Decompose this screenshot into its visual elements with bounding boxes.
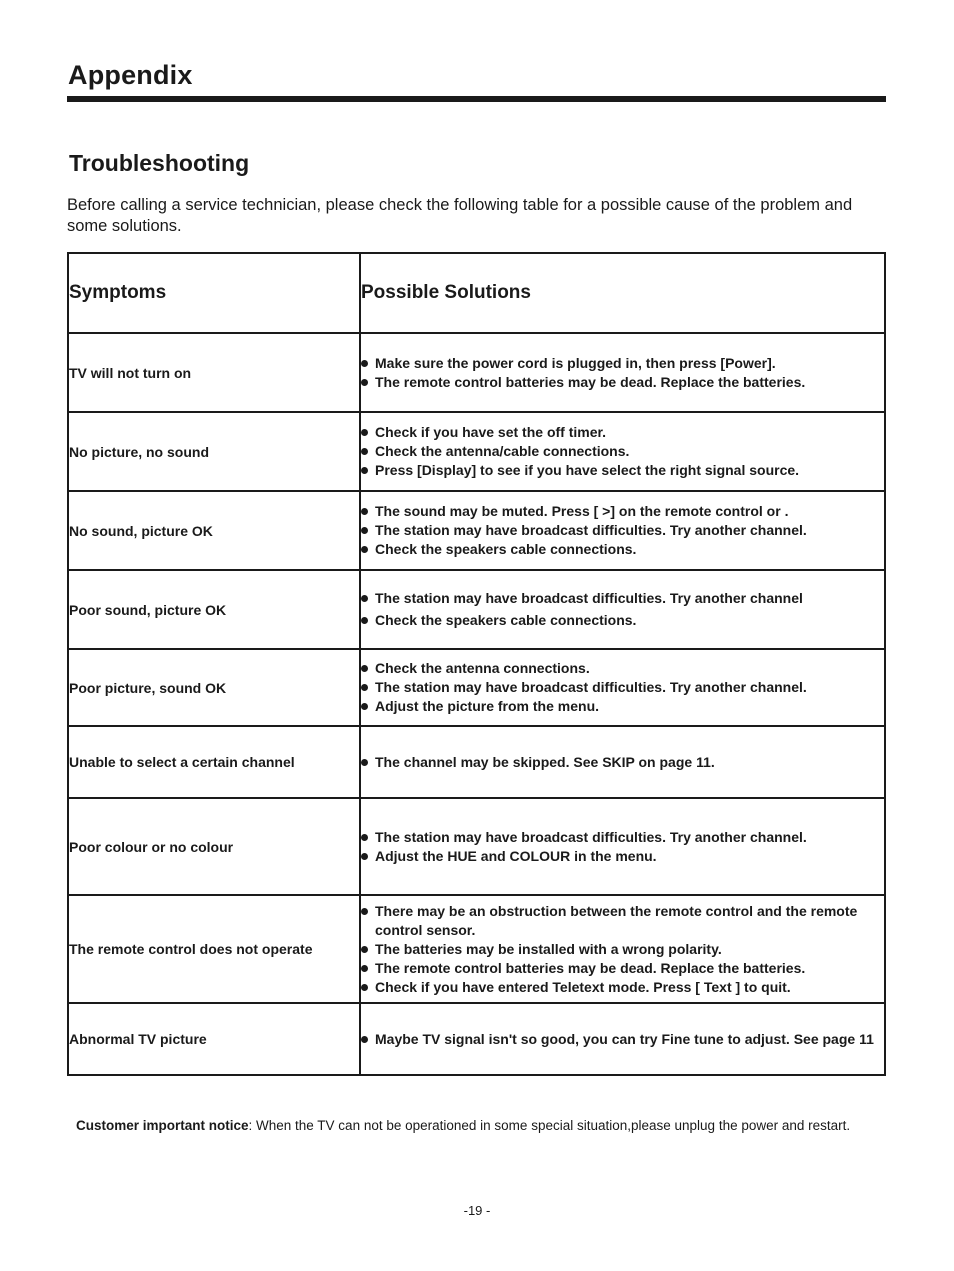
solution-text: Adjust the picture from the menu. xyxy=(375,698,600,714)
solution-text: Check if you have entered Teletext mode. Press [ Text ] to quit. xyxy=(375,978,791,995)
solution-text: The station may have broadcast difficulties. Try another channel. xyxy=(375,828,807,845)
solution-text: Make sure the power cord is plugged in, then press [Power]. xyxy=(375,354,776,371)
bullet-icon xyxy=(361,379,368,386)
solution-item xyxy=(361,753,884,772)
symptom-cell: Poor sound, picture OK xyxy=(68,570,360,649)
solution-item xyxy=(361,678,884,697)
bullet-icon xyxy=(361,508,368,515)
symptom-cell: Unable to select a certain channel xyxy=(68,726,360,798)
solution-item xyxy=(361,354,884,373)
symptom-cell: No sound, picture OK xyxy=(68,491,360,570)
symptom-cell: No picture, no sound xyxy=(68,412,360,491)
bullet-icon xyxy=(361,834,368,841)
intro-paragraph: Before calling a service technician, please check the following table for a possible cause of the problem and some solutions. xyxy=(67,196,853,235)
solution-cell xyxy=(360,798,885,895)
solution-item xyxy=(361,940,884,959)
solution-list xyxy=(361,423,884,480)
bullet-icon xyxy=(361,595,368,602)
solution-item xyxy=(361,828,884,847)
bullet-icon xyxy=(361,1036,368,1043)
bullet-icon xyxy=(361,908,368,915)
page-number: -19 - xyxy=(463,1203,491,1218)
bullet-icon xyxy=(361,984,368,991)
symptom-cell: Poor colour or no colour xyxy=(68,798,360,895)
solution-item xyxy=(361,423,884,442)
solution-cell xyxy=(360,491,885,570)
solution-text: The remote control batteries may be dead. Replace the batteries. xyxy=(375,373,806,390)
bullet-icon xyxy=(361,429,368,436)
solution-text: Check the speakers cable connections. xyxy=(375,612,637,628)
table-row xyxy=(68,491,885,570)
bullet-icon xyxy=(361,853,368,860)
solution-text: Check if you have set the off timer. xyxy=(375,424,607,440)
bullet-icon xyxy=(361,527,368,534)
solution-item xyxy=(361,373,884,392)
symptom-cell: Abnormal TV picture xyxy=(68,1003,360,1075)
solution-item xyxy=(361,902,884,940)
table-row xyxy=(68,333,885,412)
solution-item xyxy=(361,540,884,559)
solution-text: Press [Display] to see if you have select the right signal source. xyxy=(375,462,800,478)
solution-text: There may be an obstruction between the remote control and the remote control sensor. xyxy=(375,902,858,938)
solution-list xyxy=(361,753,884,772)
solution-text: Adjust the HUE and COLOUR in the menu. xyxy=(375,847,657,864)
table-row xyxy=(68,798,885,895)
solution-text: The batteries may be installed with a wrong polarity. xyxy=(375,940,722,957)
bullet-icon xyxy=(361,617,368,624)
solution-text: The station may have broadcast difficulties. Try another channel. xyxy=(375,679,807,695)
table-row xyxy=(68,412,885,491)
solution-text: The remote control batteries may be dead. Replace the batteries. xyxy=(375,959,806,976)
solution-item xyxy=(361,697,884,716)
solution-list xyxy=(361,354,884,392)
bullet-icon xyxy=(361,759,368,766)
solution-text: The sound may be muted. Press [ >] on the remote control or . xyxy=(375,503,789,519)
table-row xyxy=(68,895,885,1003)
solution-item xyxy=(361,502,884,521)
customer-notice xyxy=(76,1118,850,1133)
solution-cell xyxy=(360,726,885,798)
solution-list xyxy=(361,828,884,866)
solutions-header: Possible Solutions xyxy=(360,253,885,333)
solution-text: Check the speakers cable connections. xyxy=(375,541,637,557)
bullet-icon xyxy=(361,965,368,972)
symptoms-header: Symptoms xyxy=(68,253,360,333)
symptom-cell: TV will not turn on xyxy=(68,333,360,412)
solution-text: Check the antenna connections. xyxy=(375,660,590,676)
solution-list xyxy=(361,659,884,716)
table-row xyxy=(68,570,885,649)
section-title: Troubleshooting xyxy=(69,150,250,176)
solution-text: The channel may be skipped. See SKIP on page 11. xyxy=(375,753,715,770)
solution-item xyxy=(361,589,884,608)
notice-label: Customer important notice xyxy=(76,1118,249,1133)
troubleshooting-table xyxy=(67,252,886,1076)
table-header-row xyxy=(68,253,885,333)
solution-item xyxy=(361,847,884,866)
solution-text: The station may have broadcast difficulties. Try another channel. xyxy=(375,522,807,538)
solution-item xyxy=(361,461,884,480)
solution-cell xyxy=(360,649,885,726)
solution-cell xyxy=(360,1003,885,1075)
symptom-cell: The remote control does not operate xyxy=(68,895,360,1003)
bullet-icon xyxy=(361,684,368,691)
solution-text: Check the antenna/cable connections. xyxy=(375,443,630,459)
table-row xyxy=(68,726,885,798)
solution-text: Maybe TV signal isn't so good, you can try Fine tune to adjust. See page 11 xyxy=(375,1030,874,1047)
solution-list xyxy=(361,502,884,559)
bullet-icon xyxy=(361,946,368,953)
bullet-icon xyxy=(361,703,368,710)
solution-item xyxy=(361,521,884,540)
bullet-icon xyxy=(361,665,368,672)
solution-list xyxy=(361,589,884,630)
solution-list xyxy=(361,1030,884,1049)
solution-list xyxy=(361,902,884,997)
title-rule xyxy=(67,96,886,102)
page-title: Appendix xyxy=(68,60,193,90)
solution-item xyxy=(361,442,884,461)
bullet-icon xyxy=(361,360,368,367)
notice-text: : When the TV can not be operationed in some special situation,please unplug the power and restart. xyxy=(248,1118,851,1133)
solution-cell xyxy=(360,895,885,1003)
solution-cell xyxy=(360,333,885,412)
solution-item xyxy=(361,1030,884,1049)
solution-item xyxy=(361,978,884,997)
bullet-icon xyxy=(361,467,368,474)
solution-cell xyxy=(360,570,885,649)
solution-text: The station may have broadcast difficulties. Try another channel xyxy=(375,590,803,606)
solution-item xyxy=(361,659,884,678)
solution-item xyxy=(361,611,884,630)
solution-item xyxy=(361,959,884,978)
bullet-icon xyxy=(361,448,368,455)
bullet-icon xyxy=(361,546,368,553)
table-row xyxy=(68,1003,885,1075)
table-row xyxy=(68,649,885,726)
symptom-cell: Poor picture, sound OK xyxy=(68,649,360,726)
solution-cell xyxy=(360,412,885,491)
